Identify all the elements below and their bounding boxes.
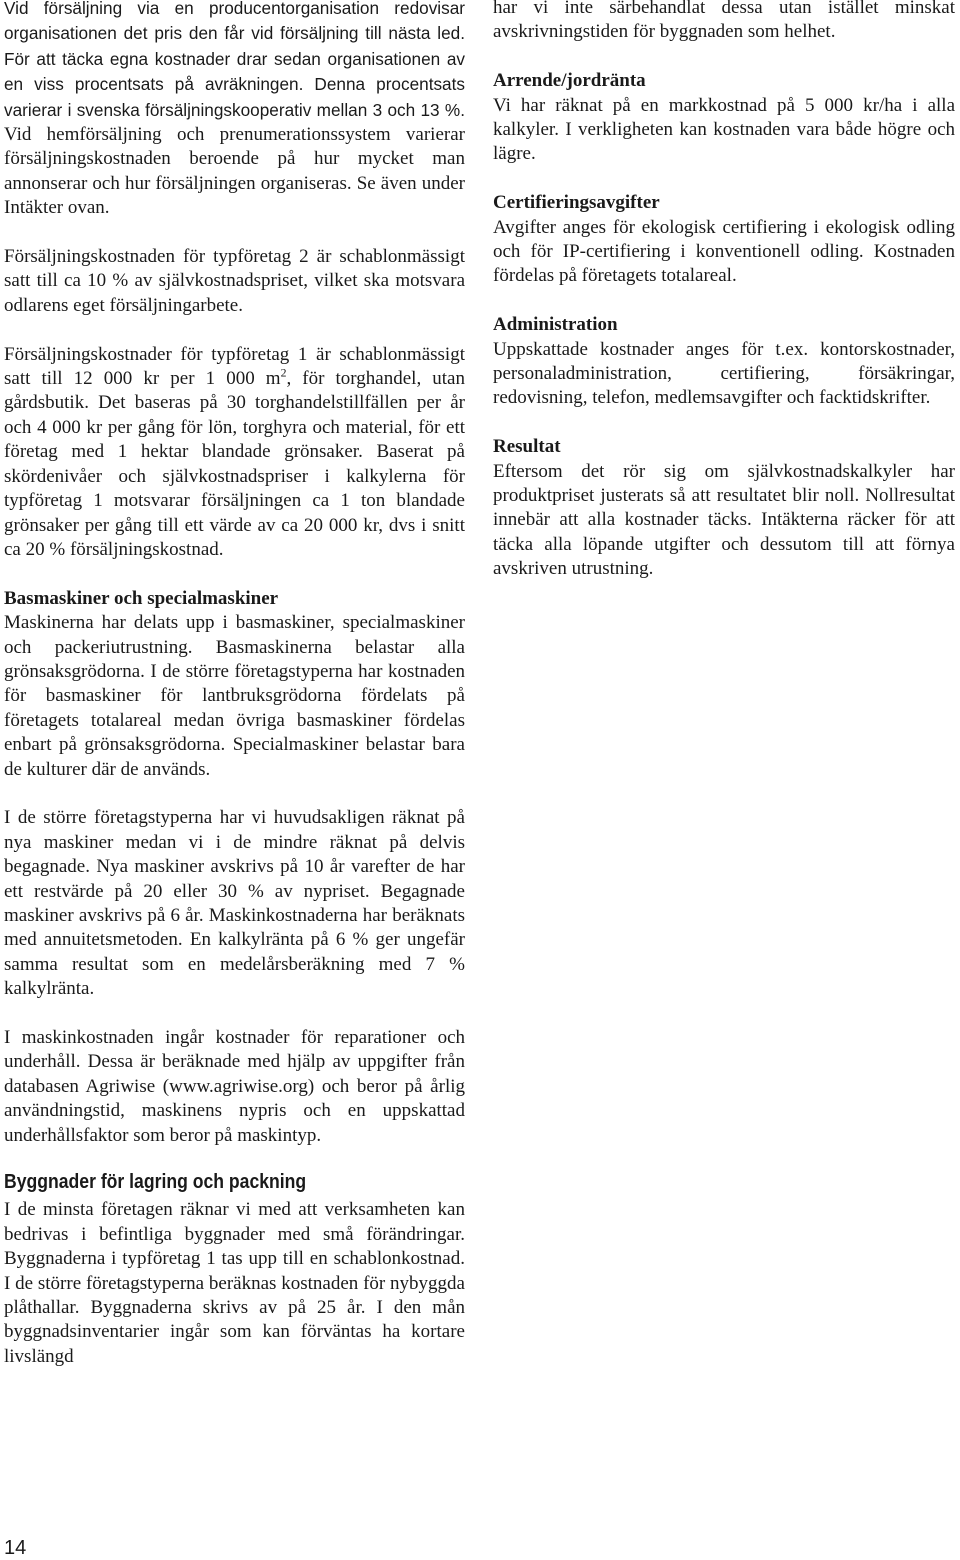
paragraph-typforetag-1-b: , för torghandel, utan gårdsbutik. Det baseras på 30 torghandelstillfällen per år och 4 000 kr per gång för lön, torghyra och material, för ett företag med 1 hektar blandade grönsaker. Baserat på skördenivåer och självkostnadspriser i kalkylerna för typföretag 1 motsvarar försäljningen ca 1 ton blandade grönsaker per gång till ett värde av ca 20 000 kr, dvs i snitt ca 20 % försäljningskostnad. bbox=[4, 368, 465, 560]
paragraph-nya-maskiner: I de större företagstyperna har vi huvudsakligen räknat på nya maskiner medan vi i de mindre räknat på delvis begagnade. Nya maskiner avskrivs på 10 år varefter de har ett restvärde på 20 eller 30 % av nypriset. Begagnade maskiner avskrivs på 6 år. Maskinkostnaderna har beräknats med annuitetsmetoden. En kalkylränta på 6 % ger ungefär samma resultat som en medelårsberäkning med 7 % kalkylränta. bbox=[4, 807, 465, 1000]
heading-resultat: Resultat bbox=[493, 436, 561, 458]
page-number: 14 bbox=[4, 1537, 27, 1559]
superscript-2: 2 bbox=[280, 366, 287, 380]
paragraph-typforetag-2: Försäljningskostnaden för typföretag 2 är schablonmässigt satt till ca 10 % av självkostnadspriset, vilket ska motsvara odlarens eget försäljningarbete. bbox=[4, 246, 465, 316]
text-byggnader: I de minsta företagen räknar vi med att verksamheten kan bedrivas i befintliga byggnader med små förändringar. Byggnaderna i typföretag 1 tas upp till en schablonkostnad. I de större företagstyperna beräknas kostnaden för nybyggda plåthallar. Byggnaderna skrivs av på 25 år. I den mån byggnadsinventarier ingår som kan förväntas ha kortare livslängd bbox=[4, 1199, 465, 1367]
left-column bbox=[4, 0, 465, 1369]
text-administration: Uppskattade kostnader anges för t.ex. kontorskostnader, personaladministration, certifiering, försäkringar, redovisning, telefon, medlemsavgifter och facktidskrifter. bbox=[493, 338, 955, 409]
section-resultat bbox=[493, 435, 955, 581]
paragraph-typforetag-1 bbox=[4, 343, 465, 563]
paragraph-sans-part: Vid försäljning via en producentorganisation redovisar organisationen det pris den får vid försäljning till nästa led. För att täcka egna kostnader drar sedan organisationen av en viss procentsats på avräkningen. Denna procentsats varierar i svenska försäljningskooperativ mellan 3 och 13 %. bbox=[4, 0, 465, 120]
paragraph-typforetag-1-a: Försäljningskostnader för typföretag 1 är schablonmässigt satt till 12 000 kr per 1 000 m bbox=[4, 343, 465, 390]
paragraph-continuation: har vi inte särbehandlat dessa utan istället minskat avskrivningstiden för byggnaden som helhet. bbox=[493, 0, 955, 43]
text-resultat: Eftersom det rör sig om självkostnadskalkyler har produktpriset justerats så att resultatet blir noll. Nollresultat innebär att alla kostnader täcks. Intäkterna räcker för att täcka alla löpande utgifter och dessutom till att förnya avskriven utrustning. bbox=[493, 460, 955, 580]
paragraph-maskinkostnad: I maskinkostnaden ingår kostnader för reparationer och underhåll. Dessa är beräknade med hjälp av uppgifter från databasen Agriwise (www.agriwise.org) och beror på årlig användningstid, maskinens nypris och en uppskattad underhållsfaktor som beror på maskintyp. bbox=[4, 1026, 465, 1146]
section-administration bbox=[493, 313, 955, 411]
section-arrende bbox=[493, 69, 955, 167]
heading-administration: Administration bbox=[493, 314, 618, 336]
section-basmaskiner bbox=[4, 587, 465, 782]
heading-arrende: Arrende/jordränta bbox=[493, 70, 646, 92]
text-basmaskiner: Maskinerna har delats upp i basmaskiner, specialmaskiner och packeriutrustning. Basmaskinerna belastar alla grönsaksgrödorna. I de större företagstyperna har kostnaden för basmaskiner för lantbruksgrödorna fördelats på företagets totalareal medan övriga basmaskiner fördelas enbart på grönsaksgrödorna. Specialmaskiner belastar bara de kulturer där de används. bbox=[4, 612, 465, 780]
right-column bbox=[493, 0, 955, 606]
text-certifiering: Avgifter anges för ekologisk certifiering i ekologisk odling och för IP-certifiering i konventionell odling. Kostnaden fördelas på företagets totalareal. bbox=[493, 216, 955, 287]
heading-byggnader: Byggnader för lagring och packning bbox=[4, 1171, 307, 1194]
paragraph-serif-part: Vid hemförsäljning och prenumerationssystem varierar försäljningskostnaden beroende på hur mycket man annonserar och hur försäljningen organiseras. Se även under Intäkter ovan. bbox=[4, 124, 465, 219]
section-certifiering bbox=[493, 191, 955, 289]
paragraph-producer-organisation bbox=[4, 0, 465, 221]
heading-certifiering: Certifieringsavgifter bbox=[493, 192, 660, 214]
heading-basmaskiner: Basmaskiner och specialmaskiner bbox=[4, 587, 279, 609]
text-arrende: Vi har räknat på en markkostnad på 5 000 kr/ha i alla kalkyler. I verkligheten kan kostnaden vara både högre och lägre. bbox=[493, 94, 955, 165]
